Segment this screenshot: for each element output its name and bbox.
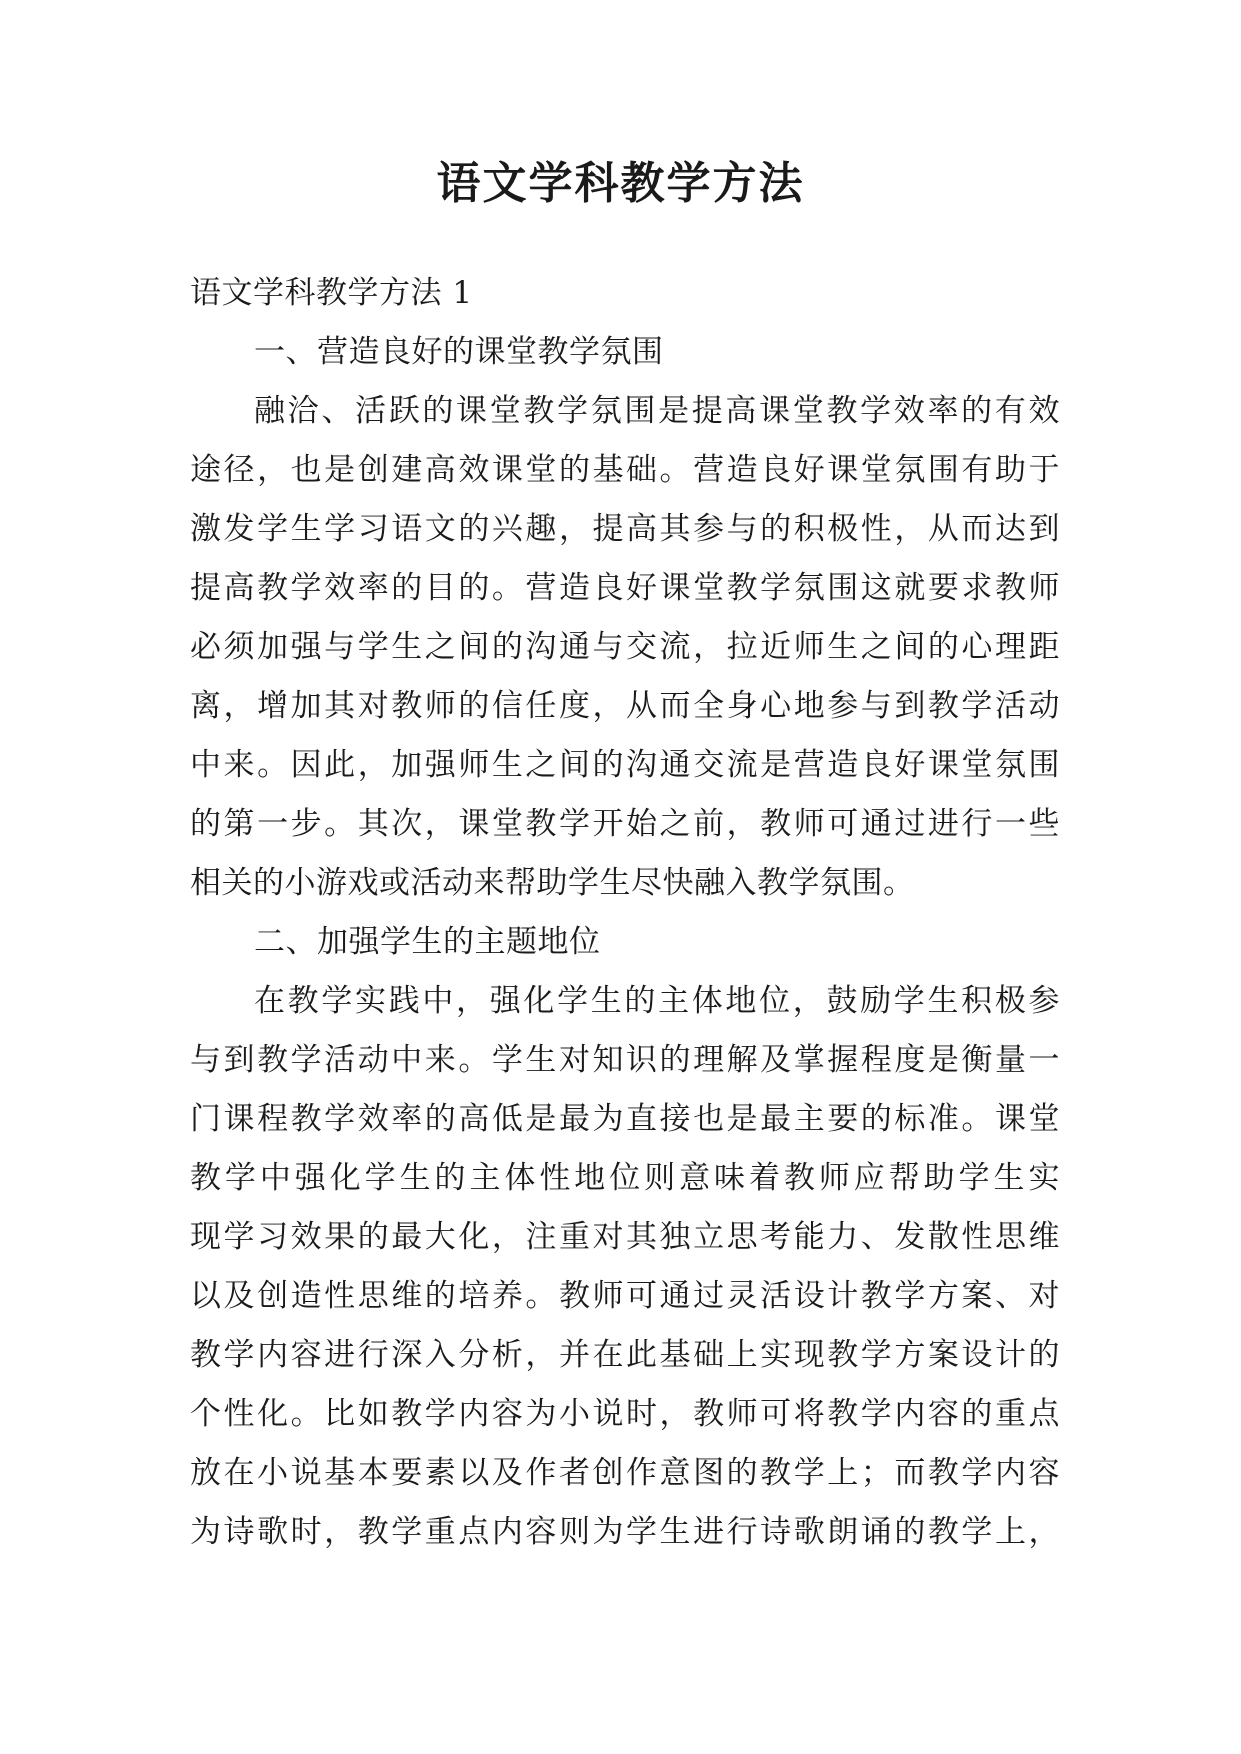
paragraph-1-line: 离，增加其对教师的信任度，从而全身心地参与到教学活动: [190, 688, 1060, 724]
paragraph-1-line: 激发学生学习语文的兴趣，提高其参与的积极性，从而达到: [190, 511, 1060, 547]
paragraph-2-line: 与到教学活动中来。学生对知识的理解及掌握程度是衡量一: [190, 1042, 1060, 1078]
paragraph-1-line: 中来。因此，加强师生之间的沟通交流是营造良好课堂氛围: [190, 747, 1060, 783]
paragraph-2-line: 现学习效果的最大化，注重对其独立思考能力、发散性思维: [190, 1219, 1060, 1255]
document-title: 语文学科教学方法: [436, 158, 805, 209]
paragraph-2-line: 门课程教学效率的高低是最为直接也是最主要的标准。课堂: [190, 1101, 1060, 1137]
paragraph-2-line: 放在小说基本要素以及作者创作意图的教学上；而教学内容: [190, 1455, 1060, 1491]
document-body: [190, 264, 1060, 1562]
paragraph-2-line: 为诗歌时，教学重点内容则为学生进行诗歌朗诵的教学上，: [190, 1514, 1060, 1550]
paragraph-2-line: 在教学实践中，强化学生的主体地位，鼓励学生积极参: [254, 983, 1060, 1019]
paragraph-2-line: 以及创造性思维的培养。教师可通过灵活设计教学方案、对: [190, 1278, 1060, 1314]
paragraph-1-line: 必须加强与学生之间的沟通与交流，拉近师生之间的心理距: [190, 629, 1060, 665]
paragraph-2-line: 教学中强化学生的主体性地位则意味着教师应帮助学生实: [190, 1160, 1060, 1196]
paragraph-2-line: 个性化。比如教学内容为小说时，教师可将教学内容的重点: [190, 1396, 1060, 1432]
section-label: 语文学科教学方法 1: [190, 275, 473, 311]
paragraph-1-line: 的第一步。其次，课堂教学开始之前，教师可通过进行一些: [190, 806, 1060, 842]
section-heading-1: 一、营造良好的课堂教学氛围: [254, 334, 664, 370]
paragraph-1-line: 相关的小游戏或活动来帮助学生尽快融入教学氛围。: [190, 865, 915, 901]
paragraph-1-line: 融洽、活跃的课堂教学氛围是提高课堂教学效率的有效: [254, 393, 1060, 429]
paragraph-1-line: 提高教学效率的目的。营造良好课堂教学氛围这就要求教师: [190, 570, 1060, 606]
paragraph-1-line: 途径，也是创建高效课堂的基础。营造良好课堂氛围有助于: [190, 452, 1060, 488]
section-heading-2: 二、加强学生的主题地位: [254, 924, 601, 960]
paragraph-2-line: 教学内容进行深入分析，并在此基础上实现教学方案设计的: [190, 1337, 1060, 1373]
